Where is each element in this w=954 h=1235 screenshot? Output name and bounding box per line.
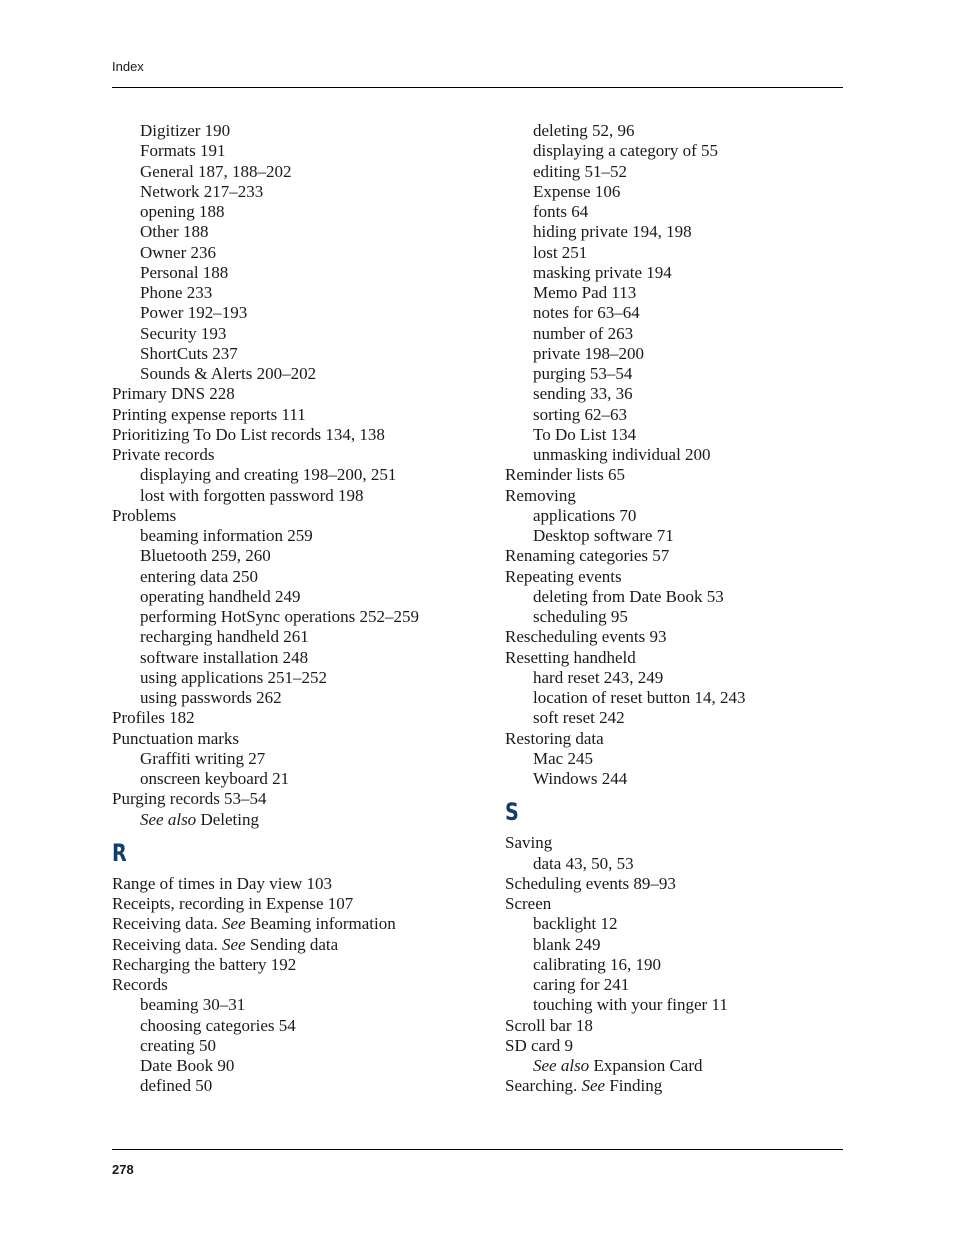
index-subentry (112, 324, 492, 344)
index-entry (112, 708, 492, 728)
index-subentry (505, 202, 843, 222)
index-entry (505, 546, 843, 566)
index-subentry (112, 364, 492, 384)
entry-text: hard reset 243, 249 (533, 667, 664, 687)
entry-text: Saving (505, 833, 553, 853)
entry-text: deleting from Date Book 53 (533, 586, 724, 606)
index-entry (505, 833, 843, 853)
index-subentry (505, 935, 843, 955)
index-subentry (505, 384, 843, 404)
entry-text: Memo Pad 113 (533, 283, 637, 302)
index-subentry (112, 587, 492, 607)
entry-text: unmasking individual 200 (533, 445, 711, 464)
entry-text: beaming 30–31 (140, 995, 246, 1015)
index-entry (505, 1016, 843, 1036)
index-subentry (112, 1056, 492, 1076)
entry-text: Scroll bar 18 (505, 1015, 593, 1035)
entry-text: private 198–200 (533, 343, 644, 363)
entry-text: Searching. (505, 1076, 582, 1096)
index-entry (112, 874, 492, 894)
entry-text: Profiles 182 (112, 708, 195, 728)
entry-text: Removing (505, 485, 576, 505)
index-subentry (112, 162, 492, 182)
entry-text: Expense 106 (533, 181, 621, 201)
page-number: 278 (112, 1162, 134, 1177)
index-entry (112, 384, 492, 404)
entry-text: fonts 64 (533, 202, 589, 221)
index-entry (112, 425, 492, 445)
entry-text: creating 50 (140, 1035, 216, 1055)
index-entry (505, 1036, 843, 1056)
entry-text: sorting 62–63 (533, 404, 627, 424)
index-subentry (505, 749, 843, 769)
index-subentry (505, 243, 843, 263)
index-subentry (112, 1016, 492, 1036)
entry-text: soft reset 242 (533, 708, 625, 728)
entry-text: Formats 191 (140, 141, 226, 161)
entry-text: Date Book 90 (140, 1056, 235, 1075)
entry-text: beaming information 259 (140, 526, 313, 545)
entry-text: location of reset button 14, 243 (533, 688, 746, 707)
entry-text: lost 251 (533, 242, 588, 262)
index-entry (505, 627, 843, 647)
index-subentry (112, 995, 492, 1015)
index-subentry (505, 222, 843, 242)
entry-text: using applications 251–252 (140, 667, 327, 687)
index-subentry (112, 627, 492, 647)
index-subentry (505, 955, 843, 975)
entry-text: SD card 9 (505, 1035, 573, 1055)
index-subentry (112, 303, 492, 323)
entry-text: Rescheduling events 93 (505, 627, 667, 647)
index-subentry (505, 607, 843, 627)
index-entry (505, 874, 843, 894)
index-entry (112, 955, 492, 975)
index-subentry (505, 405, 843, 425)
index-column-left (112, 121, 492, 1097)
index-entry (112, 975, 492, 995)
entry-text: Receiving data. (112, 914, 222, 934)
index-subentry (505, 995, 843, 1015)
entry-text: defined 50 (140, 1076, 213, 1096)
entry-text: Graffiti writing 27 (140, 748, 266, 768)
entry-text: touching with your finger 11 (533, 995, 728, 1015)
entry-text: Repeating events (505, 566, 622, 586)
entry-text: deleting 52, 96 (533, 121, 635, 140)
entry-text: sending 33, 36 (533, 384, 633, 404)
index-subentry (505, 141, 843, 161)
entry-text: Renaming categories 57 (505, 546, 670, 566)
index-subentry (112, 121, 492, 141)
header-rule (112, 87, 843, 88)
see-label: See (581, 1076, 606, 1096)
index-subentry (112, 182, 492, 202)
see-also-label: See also (533, 1056, 590, 1075)
entry-text: Printing expense reports 111 (112, 404, 306, 424)
index-subentry (112, 668, 492, 688)
index-entry (112, 506, 492, 526)
index-subentry (112, 526, 492, 546)
index-subentry (505, 708, 843, 728)
entry-text: editing 51–52 (533, 161, 627, 181)
index-subentry (112, 648, 492, 668)
entry-text: Other 188 (140, 222, 209, 242)
entry-text: Personal 188 (140, 262, 229, 282)
running-header: Index (112, 59, 144, 74)
entry-text: Phone 233 (140, 283, 213, 302)
entry-reference: Sending data (245, 934, 339, 954)
entry-text: notes for 63–64 (533, 303, 640, 323)
section-letter: R (112, 838, 127, 867)
index-subentry (112, 688, 492, 708)
entry-text: Deleting (196, 809, 259, 829)
index-entry (505, 465, 843, 485)
index-subentry (505, 914, 843, 934)
entry-text: Desktop software 71 (533, 526, 674, 545)
section-letter: S (505, 798, 519, 827)
index-subentry (505, 688, 843, 708)
entry-text: displaying a category of 55 (533, 141, 719, 161)
entry-text: entering data 250 (140, 566, 259, 586)
index-subentry (112, 607, 492, 627)
see-label: See (222, 934, 246, 954)
index-subentry (112, 486, 492, 506)
index-subentry (505, 769, 843, 789)
entry-text: Bluetooth 259, 260 (140, 546, 271, 566)
entry-text: Receiving data. (112, 934, 222, 954)
index-subentry (112, 344, 492, 364)
entry-text: software installation 248 (140, 647, 309, 667)
entry-text: lost with forgotten password 198 (140, 485, 364, 505)
index-subentry (112, 283, 492, 303)
index-subentry (505, 364, 843, 384)
entry-text: Punctuation marks (112, 728, 240, 748)
index-entry (505, 486, 843, 506)
entry-text: performing HotSync operations 252–259 (140, 607, 420, 626)
entry-text: Owner 236 (140, 242, 217, 262)
index-subentry (112, 567, 492, 587)
see-also-label: See also (140, 809, 197, 829)
index-subentry (112, 749, 492, 769)
index-subentry (505, 263, 843, 283)
index-subentry (112, 769, 492, 789)
index-subentry (505, 506, 843, 526)
entry-text: Records (112, 975, 168, 994)
index-subentry (112, 810, 492, 830)
index-subentry (112, 263, 492, 283)
index-entry (112, 789, 492, 809)
entry-text: displaying and creating 198–200, 251 (140, 465, 397, 485)
entry-text: ShortCuts 237 (140, 343, 238, 363)
entry-text: masking private 194 (533, 262, 672, 282)
entry-text: operating handheld 249 (140, 586, 301, 606)
entry-text: Problems (112, 505, 177, 525)
entry-text: Security 193 (140, 323, 227, 343)
index-subentry (112, 202, 492, 222)
index-subentry (112, 222, 492, 242)
entry-text: hiding private 194, 198 (533, 222, 692, 242)
entry-text: Private records (112, 445, 215, 464)
entry-text: data 43, 50, 53 (533, 853, 634, 873)
entry-text: caring for 241 (533, 975, 630, 994)
index-subentry (505, 975, 843, 995)
entry-text: Sounds & Alerts 200–202 (140, 364, 317, 383)
entry-text: Screen (505, 894, 552, 913)
index-entry (505, 729, 843, 749)
entry-text: scheduling 95 (533, 607, 628, 626)
index-subentry (112, 1036, 492, 1056)
entry-text: Range of times in Day view 103 (112, 873, 333, 893)
index-subentry (505, 1056, 843, 1076)
entry-text: Purging records 53–54 (112, 789, 267, 809)
see-label: See (222, 914, 246, 934)
index-subentry (112, 546, 492, 566)
entry-text: Mac 245 (533, 748, 593, 768)
index-entry (505, 1076, 843, 1096)
entry-text: number of 263 (533, 323, 634, 343)
entry-text: recharging handheld 261 (140, 627, 309, 647)
index-subentry (112, 141, 492, 161)
entry-text: applications 70 (533, 505, 637, 525)
entry-text: choosing categories 54 (140, 1015, 296, 1035)
index-subentry (505, 303, 843, 323)
entry-text: opening 188 (140, 202, 225, 221)
index-entry (112, 445, 492, 465)
entry-text: Restoring data (505, 728, 604, 748)
entry-text: Scheduling events 89–93 (505, 873, 676, 893)
index-subentry (505, 324, 843, 344)
entry-text: using passwords 262 (140, 688, 282, 707)
entry-text: Resetting handheld (505, 647, 636, 667)
entry-reference: Beaming information (245, 914, 396, 934)
index-entry (505, 894, 843, 914)
index-subentry (505, 668, 843, 688)
index-subentry (505, 344, 843, 364)
index-subentry (112, 1076, 492, 1096)
footer-rule (112, 1149, 843, 1150)
entry-text: Network 217–233 (140, 181, 264, 201)
entry-text: Expansion Card (589, 1056, 703, 1075)
entry-text: calibrating 16, 190 (533, 954, 661, 974)
index-entry (112, 405, 492, 425)
index-entry (505, 648, 843, 668)
entry-text: Prioritizing To Do List records 134, 138 (112, 424, 385, 444)
index-subentry (112, 243, 492, 263)
index-entry (505, 567, 843, 587)
index-subentry (505, 121, 843, 141)
entry-text: backlight 12 (533, 914, 618, 934)
index-entry (112, 935, 492, 955)
entry-reference: Finding (605, 1076, 663, 1096)
index-subentry (505, 445, 843, 465)
entry-text: Primary DNS 228 (112, 384, 235, 404)
index-subentry (505, 587, 843, 607)
entry-text: purging 53–54 (533, 364, 633, 383)
index-entry (112, 729, 492, 749)
index-entry (112, 914, 492, 934)
entry-text: Receipts, recording in Expense 107 (112, 894, 354, 913)
index-subentry (505, 283, 843, 303)
entry-text: Recharging the battery 192 (112, 954, 297, 974)
index-column-right (505, 121, 843, 1097)
entry-text: Windows 244 (533, 769, 628, 788)
entry-text: To Do List 134 (533, 424, 637, 444)
index-entry (112, 894, 492, 914)
index-subentry (112, 465, 492, 485)
index-subentry (505, 854, 843, 874)
index-subentry (505, 526, 843, 546)
entry-text: Reminder lists 65 (505, 465, 625, 485)
entry-text: Digitizer 190 (140, 121, 231, 140)
entry-text: Power 192–193 (140, 303, 248, 323)
entry-text: General 187, 188–202 (140, 161, 292, 181)
entry-text: blank 249 (533, 934, 601, 954)
index-subentry (505, 182, 843, 202)
entry-text: onscreen keyboard 21 (140, 769, 290, 788)
index-subentry (505, 425, 843, 445)
index-subentry (505, 162, 843, 182)
